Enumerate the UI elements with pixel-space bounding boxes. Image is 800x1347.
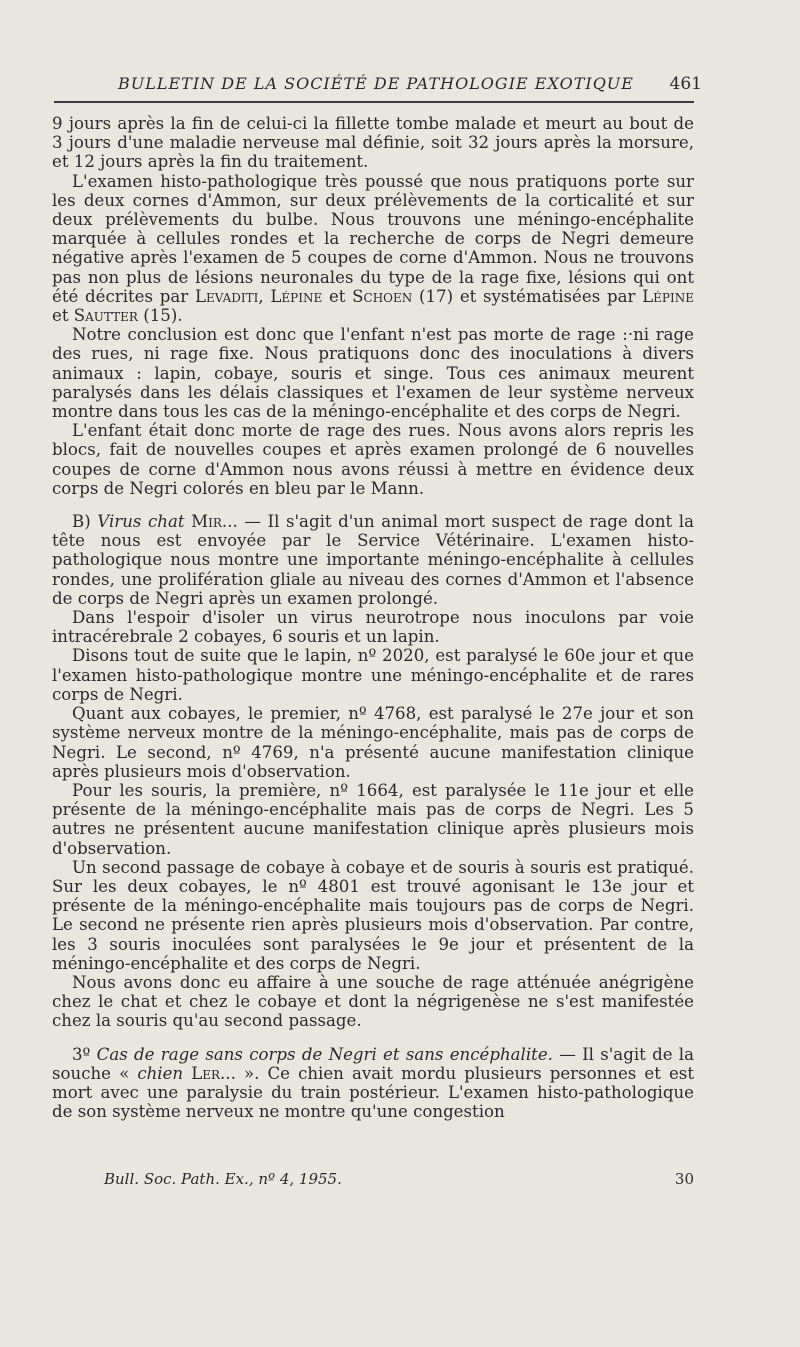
paragraph-case-3 [52, 1045, 694, 1122]
text-run: ... ». Ce chien avait mordu plusieurs personnes et est mort avec une paralysie du train postérieur. L'examen histo-pathologique de son système nerveux ne montre qu'une congestion [52, 1063, 694, 1122]
page-footer [52, 1170, 694, 1194]
text-run: — Il s'agit de la souche « [52, 1044, 694, 1083]
author-name: Lépine [642, 286, 694, 306]
paragraph-histopathology [52, 172, 694, 326]
paragraph-inoculation: Dans l'espoir d'isoler un virus neurotrope nous inoculons par voie intracérebrale 2 cobayes, 6 souris et un lapin. [52, 608, 694, 647]
text-run: et [322, 286, 353, 306]
paragraph-continuation: 9 jours après la fin de celui-ci la fillette tombe malade et meurt au bout de 3 jours d'une maladie nerveuse mal définie, soit 32 jours après la morsure, et 12 jours après la fin du traitement. [52, 114, 694, 172]
author-name: Sautter [73, 306, 138, 326]
header-rule [54, 101, 694, 103]
paragraph-second-passage: Un second passage de cobaye à cobaye et de souris à souris est pratiqué. Sur les deux cobayes, le nº 4801 est trouvé agonisant le 13e jour et présente de la méningo-encéphalite mais toujours pas de corps de Negri. Le second ne présente rien après plusieurs mois d'observation. Par contre, les 3 souris inoculées sont paralysées le 9e jour et présentent de la méningo-encéphalite et des corps de Negri. [52, 857, 694, 973]
text-run: (17) et systématisées par [412, 286, 643, 306]
paragraph-virus-chat [52, 512, 694, 608]
paragraph-cobayes: Quant aux cobayes, le premier, nº 4768, est paralysé le 27e jour et son système nerveux montre de la méningo-encéphalite, mais pas de corps de Negri. Le second, nº 4769, n'a présenté aucune manifestation clinique après plusieurs mois d'observation. [52, 704, 694, 781]
author-name: Lépine [270, 286, 323, 306]
strain-name: chien [137, 1063, 184, 1083]
text-run: , [258, 286, 271, 306]
page-header [54, 72, 702, 98]
text-run: L'examen histo-pathologique très poussé que nous pratiquons porte sur les deux cornes d'Ammon, sur deux prélèvements de la corticalité et sur deux prélèvements du bulbe. Nous trouvons une méningo-encéphalite marquée à cellules rondes et la recherche de corps de Negri demeure négative après l'examen de 5 coupes de corne d'Ammon. Nous ne trouvons pas non plus de lésions neuronales du type de la rage fixe, lésions qui ont été décrites par [52, 171, 694, 306]
section-label: B) [72, 512, 98, 532]
paragraph-rage-des-rues: L'enfant était donc morte de rage des rues. Nous avons alors repris les blocs, fait de nouvelles coupes et après examen prolongé de 6 nouvelles coupes de corne d'Ammon nous avons réussi à mettre en évidence deux corps de Negri colorés en bleu par le Mann. [52, 421, 694, 498]
paragraph-lapin: Disons tout de suite que le lapin, nº 2020, est paralysé le 60e jour et que l'examen histo-pathologique montre une méningo-encéphalite et de rares corps de Negri. [52, 646, 694, 704]
case-name: Ler [183, 1063, 221, 1083]
running-title: BULLETIN DE LA SOCIÉTÉ DE PATHOLOGIE EXOTIQUE [118, 74, 634, 93]
footer-sheet-number: 30 [674, 1170, 694, 1188]
paragraph-souche-attenuee: Nous avons donc eu affaire à une souche de rage atténuée anégrigène chez le chat et chez le cobaye et dont la négrigenèse ne s'est manifestée chez la souris qu'au second passage. [52, 972, 694, 1031]
case-name: Mir [184, 512, 222, 532]
section-title: Virus chat [97, 512, 185, 532]
text-run: ... — Il s'agit d'un animal mort suspect de rage dont la tête nous est envoyée par le Service Vétérinaire. L'examen histo-pathologique nous montre une importante méningo-encéphalite à cellules rondes, une prolifération gliale au niveau des cornes d'Ammon et l'absence de corps de Negri après un examen prolongé. [52, 512, 695, 608]
article-body [52, 114, 694, 1121]
paragraph-conclusion: Notre conclusion est donc que l'enfant n'est pas morte de rage :·ni rage des rues, ni rage fixe. Nous pratiquons donc des inoculations à divers animaux : lapin, cobaye, souris et singe. Tous ces animaux meurent paralysés dans les délais classiques et l'examen de leur système nerveux montre dans tous les cas de la méningo-encéphalite et des corps de Negri. [52, 325, 694, 422]
text-run: (15). [137, 306, 183, 326]
text-run: et [52, 306, 74, 326]
paragraph-souris: Pour les souris, la première, nº 1664, est paralysée le 11e jour et elle présente de la méningo-encéphalite mais pas de corps de Negri. Les 5 autres ne présentent aucune manifestation clinique après plusieurs mois d'observation. [52, 780, 694, 858]
author-name: Levaditi [194, 286, 259, 306]
section-label: 3º [72, 1044, 97, 1064]
author-name: Schoen [352, 286, 413, 306]
section-title: Cas de rage sans corps de Negri et sans encéphalite. [96, 1044, 553, 1064]
footer-citation: Bull. Soc. Path. Ex., nº 4, 1955. [104, 1170, 342, 1188]
page-number: 461 [669, 74, 702, 94]
